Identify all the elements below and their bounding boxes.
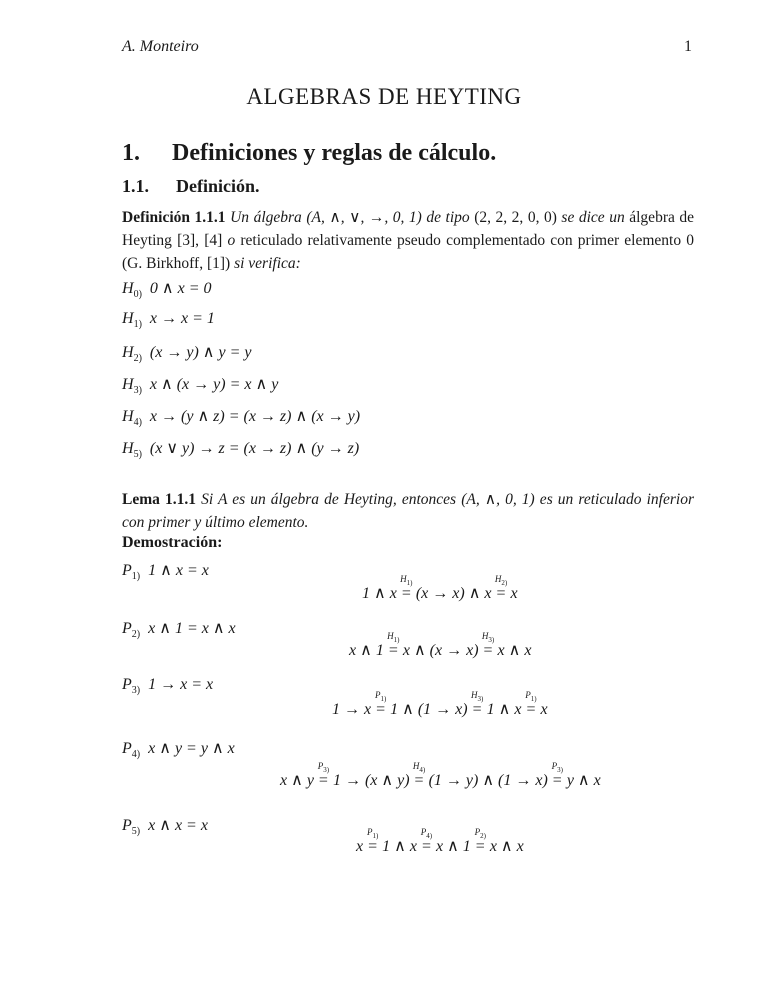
item-label-subscript: 2) [131,629,141,641]
justified-equals: $P_{2)}$ = [474,827,486,855]
property-formula: 1 → x = x [148,676,214,693]
derivation [362,574,518,603]
item-label-subscript: 3) [133,385,142,397]
item-label: $H_{5)}$ [122,440,142,461]
item-label: $P_{2)}$ [122,620,141,641]
item-label: $H_{1)}$ [122,310,142,331]
axiom-row [122,374,278,396]
derivation-term: 1 ∧ x [482,701,526,718]
axiom-row [122,342,251,364]
property-statement [122,815,208,837]
property-statement [122,618,236,640]
property-formula: x ∧ 1 = x ∧ x [148,620,236,637]
subsection-number: 1.1. [122,176,149,196]
justified-equals: $H_{3)}$ = [470,690,484,718]
justified-equals: $P_{3)}$ = [317,761,330,789]
justification-subscript: 3) [323,765,330,774]
derivation-term: x ∧ 1 [349,642,388,659]
item-label-subscript: 3) [131,685,141,697]
definition-text-5: si verifica: [230,255,301,272]
justification-subscript: 3) [477,694,484,703]
derivation [280,761,601,790]
derivation [356,827,524,856]
definition-signature: (A, ∧, ∨, →, 0, 1) [306,209,422,226]
property-formula: 1 ∧ x = x [148,562,209,579]
equals-justification: $P_{4)}$ [420,827,433,840]
axiom-row [122,310,215,330]
equals-justification: $P_{3)}$ [551,761,563,774]
equals-justification: $P_{1)}$ [366,827,379,840]
item-label-subscript: 1) [131,571,141,583]
item-label-subscript: 2) [133,353,142,365]
axiom-formula: x → x = 1 [149,310,215,327]
item-label: $H_{3)}$ [122,376,142,397]
equals-justification: $H_{4)}$ [412,761,426,774]
justified-equals: $H_{2)}$ = [494,574,508,602]
lemma-label: Lema 1.1.1 [122,491,196,508]
equals-justification: $P_{1)}$ [374,690,387,703]
item-label: $P_{3)}$ [122,676,141,697]
equals-justification: $H_{3)}$ [481,631,495,644]
definition-text-2: de tipo [421,209,475,226]
justified-equals: $P_{1)}$ = [525,690,537,718]
definition-term-2: reticulado relativamente pseudo complementado con primer elemento 0 (G. Birkhoff, [1]) [122,232,694,272]
item-label: $P_{4)}$ [122,740,141,761]
lemma-paragraph [122,488,694,534]
justified-equals: $H_{1)}$ = [400,574,413,602]
justification-subscript: 4) [419,765,426,774]
subsection-title: Definición. [176,176,260,196]
definition-text-1: Un álgebra [225,209,307,226]
axiom-formula: 0 ∧ x = 0 [149,280,212,297]
equals-justification: $P_{1)}$ [525,690,537,703]
equals-justification: $H_{2)}$ [494,574,508,587]
property-statement [122,738,235,760]
property-statement [122,676,213,696]
derivation [349,631,532,660]
derivation-term: y ∧ x [562,772,601,789]
lemma-text-2: es un reticulado inferior con primer y último elemento. [122,491,694,531]
derivation-term: x ∧ x [493,642,532,659]
justified-equals: $P_{4)}$ = [420,827,433,855]
derivation-term: 1 ∧ x [362,585,401,602]
justification-subscript: 4) [426,831,433,840]
justification-subscript: 2) [480,831,486,840]
derivation-term: x ∧ 1 [431,838,475,855]
axiom-row [122,438,359,460]
derivation-term: (x → x) ∧ x [411,585,496,602]
justification-subscript: 3) [557,765,563,774]
derivation-term: 1 ∧ (1 → x) [386,701,472,718]
derivation-term: 1 ∧ x [378,838,421,855]
item-label-subscript: 5) [131,826,141,838]
property-formula: x ∧ y = y ∧ x [148,740,235,757]
item-label: $P_{5)}$ [122,817,141,838]
subsection-heading [122,176,260,197]
axiom-formula: x → (y ∧ z) = (x → z) ∧ (x → y) [149,408,361,425]
derivation-term: x [356,838,368,855]
page-title: ALGEBRAS DE HEYTING [246,84,522,109]
item-label-subscript: 5) [133,449,142,461]
property-formula: x ∧ x = x [148,817,208,834]
definition-term-1: álgebra de Heyting [3], [4] [122,209,695,249]
equals-justification: $H_{1)}$ [387,631,400,644]
lemma-structure: (A, ∧, 0, 1) [461,491,535,508]
justification-subscript: 1) [380,694,387,703]
axiom-formula: (x ∨ y) → z = (x → z) ∧ (y → z) [149,440,360,457]
item-label: $H_{0)}$ [122,280,142,301]
property-statement [122,560,209,582]
item-label: $H_{2)}$ [122,344,142,365]
derivation-term: x ∧ y [280,772,318,789]
running-header-author: A. Monteiro [122,38,199,55]
equals-justification: $H_{1)}$ [400,574,413,587]
definition-text-3: se dice un [556,209,630,226]
axiom-formula: x ∧ (x → y) = x ∧ y [149,376,279,393]
item-label-subscript: 1) [133,319,142,331]
equals-justification: $H_{3)}$ [470,690,484,703]
derivation-term: x ∧ (x → x) [398,642,483,659]
justification-subscript: 1) [372,831,379,840]
justification-subscript: 1) [406,578,413,587]
definition-text-4: o [222,232,241,249]
item-label: $H_{4)}$ [122,408,142,429]
justified-equals: $P_{3)}$ = [551,761,563,789]
derivation-term: 1 → x [332,701,376,718]
justified-equals: $P_{1)}$ = [366,827,379,855]
justification-subscript: 2) [501,578,508,587]
axiom-row [122,278,212,300]
justified-equals: $P_{1)}$ = [374,690,387,718]
item-label-subscript: 4) [133,417,142,429]
proof-label: Demostración: [122,534,223,551]
section-number: 1. [122,140,140,166]
item-label-subscript: 0) [133,289,142,301]
equals-justification: $P_{3)}$ [317,761,330,774]
derivation-term: (1 → y) ∧ (1 → x) [424,772,552,789]
derivation-term: x ∧ x [485,838,524,855]
derivation-term: 1 → (x ∧ y) [328,772,414,789]
item-label-subscript: 4) [131,749,141,761]
definition-paragraph [122,206,694,275]
equals-justification: $P_{2)}$ [474,827,486,840]
justification-subscript: 1) [530,694,537,703]
justification-subscript: 1) [393,635,400,644]
derivation-term: x [506,585,518,602]
lemma-text-1: Si A es un álgebra de Heyting, entonces [195,491,462,508]
axiom-row [122,406,360,428]
definition-label: Definición 1.1.1 [122,209,226,226]
definition-type: (2, 2, 2, 0, 0) [474,209,557,226]
derivation [332,690,548,719]
derivation-term: x [536,701,548,718]
justified-equals: $H_{1)}$ = [387,631,400,659]
justified-equals: $H_{3)}$ = [481,631,495,659]
axiom-formula: (x → y) ∧ y = y [149,344,252,361]
justified-equals: $H_{4)}$ = [412,761,426,789]
section-title: Definiciones y reglas de cálculo. [172,140,497,166]
item-label: $P_{1)}$ [122,562,141,583]
section-heading [122,140,496,167]
justification-subscript: 3) [488,635,495,644]
page-number: 1 [684,38,692,55]
